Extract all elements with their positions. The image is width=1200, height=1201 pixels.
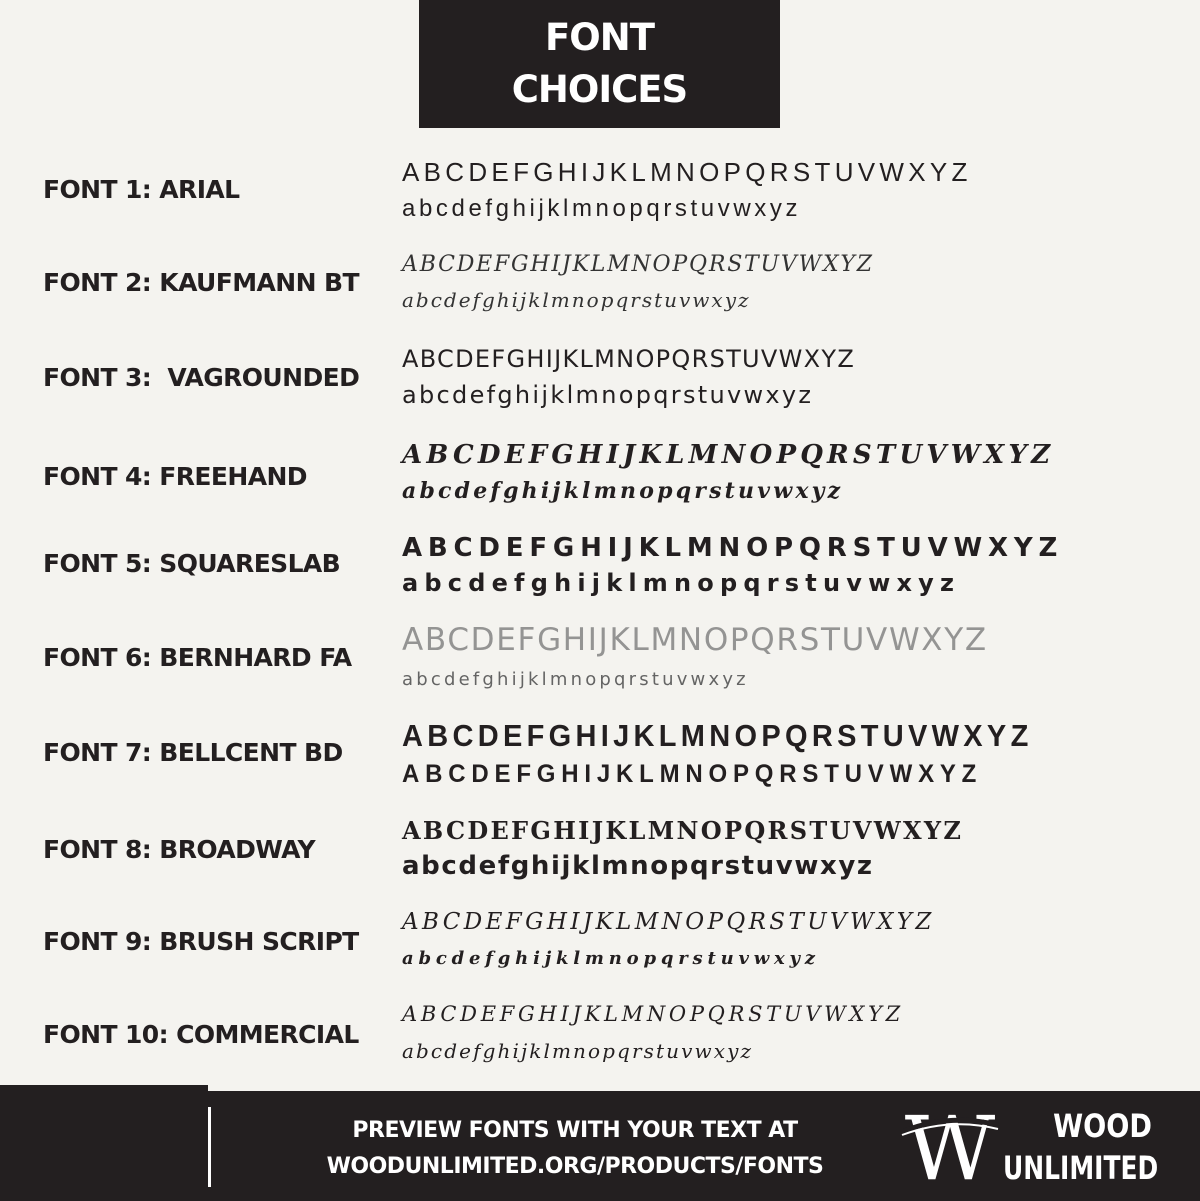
font-sample-upper: ABCDEFGHIJKLMNOPQRSTUVWXYZ: [402, 345, 856, 373]
font-sample-lower: abcdefghijklmnopqrstuvwxyz: [402, 851, 874, 881]
font-label: FONT 8: BROADWAY: [43, 835, 316, 864]
font-sample-upper: ABCDEFGHIJKLMNOPQRSTUVWXYZ: [402, 157, 972, 187]
font-sample-lower: abcdefghijklmnopqrstuvwxyz: [402, 478, 844, 504]
font-sample-lower: abcdefghijklmnopqrstuvwxyz: [402, 948, 820, 969]
logo-word-wood: WOOD: [1053, 1107, 1152, 1145]
font-sample-upper: ABCDEFGHIJKLMNOPQRSTUVWXYZ: [402, 622, 988, 658]
font-sample-upper: ABCDEFGHIJKLMNOPQRSTUVWXYZ: [402, 252, 874, 277]
font-sample-upper: ABCDEFGHIJKLMNOPQRSTUVWXYZ: [402, 1002, 904, 1026]
font-label: FONT 5: SQUARESLAB: [43, 549, 341, 578]
logo-mark-letter: W: [904, 1105, 996, 1191]
footer-bar: [0, 1091, 1200, 1201]
font-label: FONT 1: ARIAL: [43, 175, 240, 204]
font-sample-lower: abcdefghijklmnopqrstuvwxyz: [402, 288, 751, 312]
logo-word-unlimited: UNLIMITED: [1003, 1149, 1159, 1187]
font-sample-upper: ABCDEFGHIJKLMNOPQRSTUVWXYZ: [402, 440, 1055, 470]
font-sample-upper: ABCDEFGHIJKLMNOPQRSTUVWXYZ: [402, 533, 1064, 563]
title-line-2: CHOICES: [511, 68, 688, 111]
font-sample-lower: abcdefghijklmnopqrstuvwxyz: [402, 569, 961, 597]
font-sample-lower: abcdefghijklmnopqrstuvwxyz: [402, 195, 802, 222]
font-sample-lower: abcdefghijklmnopqrstuvwxyz: [402, 669, 749, 690]
font-sample-upper: ABCDEFGHIJKLMNOPQRSTUVWXYZ: [402, 719, 1033, 754]
font-label: FONT 6: BERNHARD FA: [43, 643, 352, 672]
font-label: FONT 2: KAUFMANN BT: [43, 268, 359, 297]
title-line-1: FONT: [545, 16, 654, 59]
font-sample-lower: ABCDEFGHIJKLMNOPQRSTUVWXYZ: [402, 759, 983, 789]
font-sample-lower: abcdefghijklmnopqrstuvwxyz: [402, 1039, 754, 1063]
logo-wordmark: [1003, 1105, 1200, 1189]
font-label: FONT 3: VAGROUNDED: [43, 363, 360, 392]
font-sample-upper: ABCDEFGHIJKLMNOPQRSTUVWXYZ: [402, 816, 964, 845]
footer-url: WOODUNLIMITED.ORG/PRODUCTS/FONTS: [326, 1154, 824, 1179]
font-label: FONT 7: BELLCENT BD: [43, 738, 343, 767]
font-label: FONT 4: FREEHAND: [43, 462, 307, 491]
footer-cta: [320, 1113, 830, 1185]
font-label: FONT 10: COMMERCIAL: [43, 1020, 359, 1049]
wood-unlimited-logo-icon: [900, 1105, 1000, 1191]
font-sample-upper: ABCDEFGHIJKLMNOPQRSTUVWXYZ: [402, 909, 935, 935]
font-label: FONT 9: BRUSH SCRIPT: [43, 927, 359, 956]
footer-divider: [208, 1107, 211, 1187]
footer-line-1: PREVIEW FONTS WITH YOUR TEXT AT: [352, 1118, 798, 1143]
title-banner: [419, 0, 780, 128]
font-sample-lower: abcdefghijklmnopqrstuvwxyz: [402, 381, 814, 409]
